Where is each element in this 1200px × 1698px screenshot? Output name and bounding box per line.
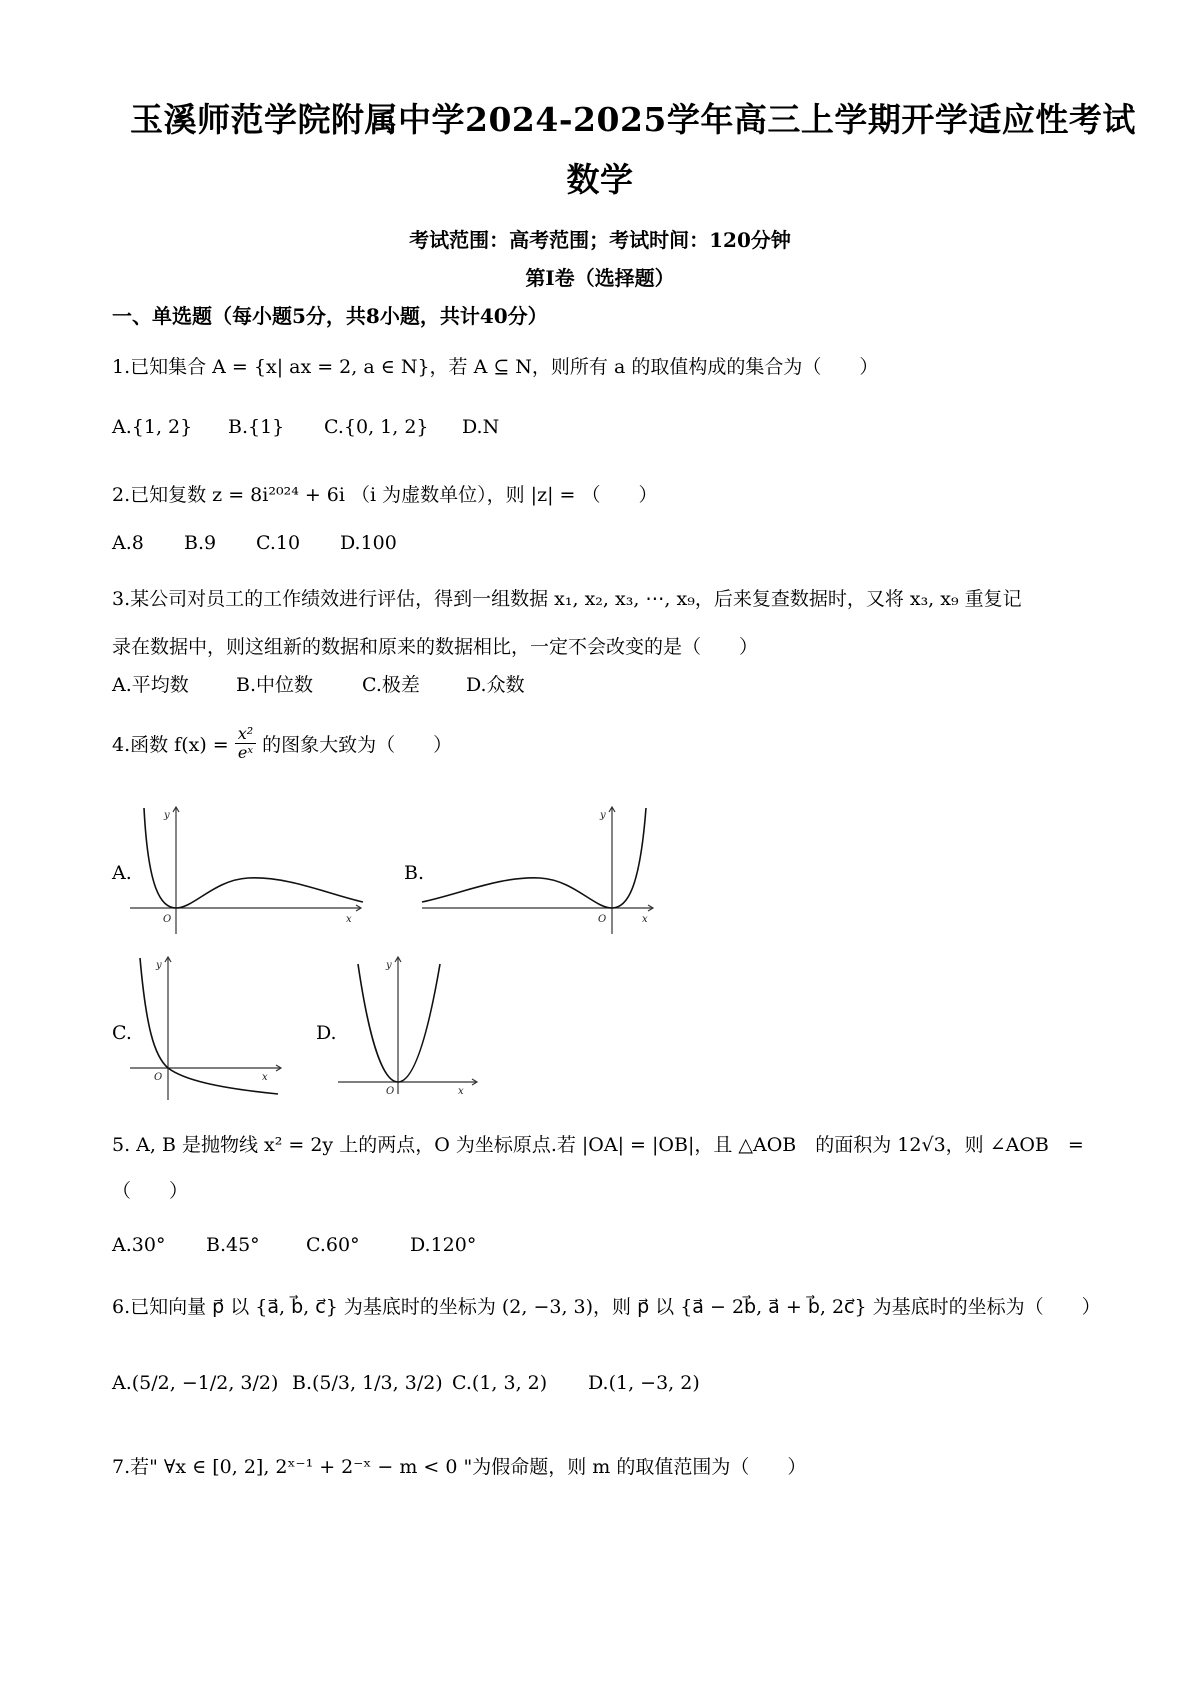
graph-b-y-label: y <box>600 810 606 821</box>
question-1-option-b: B.{1} <box>228 416 285 438</box>
exam-title: 玉溪师范学院附属中学2024-2025学年高三上学期开学适应性考试 <box>130 100 1136 139</box>
question-3-option-a: A.平均数 <box>112 674 189 696</box>
question-2-option-a: A.8 <box>112 532 144 554</box>
question-6-stem: 6.已知向量 p⃗ 以 {a⃗, b⃗, c⃗} 为基底时的坐标为 (2, −3, 3)，则 p⃗ 以 {a⃗ − 2b⃗, a⃗ + b⃗, 2c⃗} 为基底时的坐标为（ ） <box>112 1296 1101 1318</box>
question-5-option-c: C.60° <box>306 1234 360 1256</box>
question-6-option-d: D.(1, −3, 2) <box>588 1372 700 1394</box>
question-2-option-b: B.9 <box>184 532 217 554</box>
question-3-option-d: D.众数 <box>466 674 525 696</box>
graph-b-x-label: x <box>642 914 648 925</box>
question-1-option-d: D.N <box>462 416 500 438</box>
question-6-option-c: C.(1, 3, 2) <box>452 1372 548 1394</box>
question-4-graph-b <box>420 806 660 936</box>
question-4-option-c: C. <box>112 1022 132 1044</box>
graph-d-x-label: x <box>458 1086 464 1096</box>
exam-meta: 考试范围：高考范围；考试时间：120分钟 <box>409 228 791 252</box>
subject-title: 数学 <box>566 160 634 199</box>
question-3-option-c: C.极差 <box>362 674 420 696</box>
volume-title: 第I卷（选择题） <box>525 266 675 290</box>
question-6-option-a: A.(5/2, −1/2, 3/2) <box>112 1372 279 1394</box>
section-heading: 一、单选题（每小题5分，共8小题，共计40分） <box>112 304 548 328</box>
question-1-stem: 1.已知集合 A = {x| ax = 2, a ∈ N}，若 A ⊆ N，则所有 a 的取值构成的集合为（ ） <box>112 356 879 378</box>
question-3-option-b: B.中位数 <box>236 674 314 696</box>
question-7-stem: 7.若" ∀x ∈ [0, 2], 2ˣ⁻¹ + 2⁻ˣ − m < 0 "为假命题，则 m 的取值范围为（ ） <box>112 1456 807 1478</box>
question-1-option-c: C.{0, 1, 2} <box>324 416 429 438</box>
question-4-fraction-denominator: eˣ <box>237 742 253 762</box>
question-6-option-b: B.(5/3, 1/3, 3/2) <box>292 1372 443 1394</box>
question-4-fraction-numerator: x² <box>235 725 256 744</box>
question-4-stem-prefix: 4.函数 f(x) = <box>112 733 229 756</box>
question-4-option-b: B. <box>404 862 425 884</box>
question-3-stem-line-1: 3.某公司对员工的工作绩效进行评估，得到一组数据 x₁, x₂, x₃, ⋯, x₉，后来复查数据时，又将 x₃, x₉ 重复记 <box>112 588 1022 610</box>
graph-a-x-label: x <box>346 914 352 925</box>
question-4-option-d: D. <box>316 1022 337 1044</box>
graph-c-origin-label: O <box>154 1072 163 1083</box>
graph-c-x-label: x <box>262 1072 268 1083</box>
question-2-option-d: D.100 <box>340 532 397 554</box>
question-4-graph-c <box>128 956 288 1102</box>
graph-b-origin-label: O <box>598 914 607 925</box>
question-5-option-a: A.30° <box>112 1234 166 1256</box>
question-1-option-a: A.{1, 2} <box>112 416 193 438</box>
question-5-option-b: B.45° <box>206 1234 260 1256</box>
graph-d-origin-label: O <box>386 1086 395 1096</box>
graph-d-y-label: y <box>386 960 392 971</box>
graph-c-y-label: y <box>156 960 162 971</box>
graph-a-origin-label: O <box>163 914 172 925</box>
question-5-stem-line-1: 5. A, B 是抛物线 x² = 2y 上的两点，O 为坐标原点.若 |OA| = |OB|，且 △AOB 的面积为 12√3，则 ∠AOB = <box>112 1134 1084 1156</box>
question-5-stem-line-2: （ ） <box>112 1180 189 1202</box>
question-2-stem: 2.已知复数 z = 8i²⁰²⁴ + 6i （i 为虚数单位），则 |z| = （ ） <box>112 484 658 506</box>
question-4-graph-d <box>336 956 486 1096</box>
question-4-graph-a <box>128 806 368 936</box>
question-5-option-d: D.120° <box>410 1234 477 1256</box>
question-4-stem <box>112 725 452 761</box>
question-3-stem-line-2: 录在数据中，则这组新的数据和原来的数据相比，一定不会改变的是（ ） <box>112 636 759 658</box>
question-4-stem-suffix: 的图象大致为（ ） <box>262 733 453 756</box>
graph-a-y-label: y <box>164 810 170 821</box>
question-4-fraction <box>235 725 256 761</box>
question-2-option-c: C.10 <box>256 532 301 554</box>
question-4-option-a: A. <box>112 862 132 884</box>
